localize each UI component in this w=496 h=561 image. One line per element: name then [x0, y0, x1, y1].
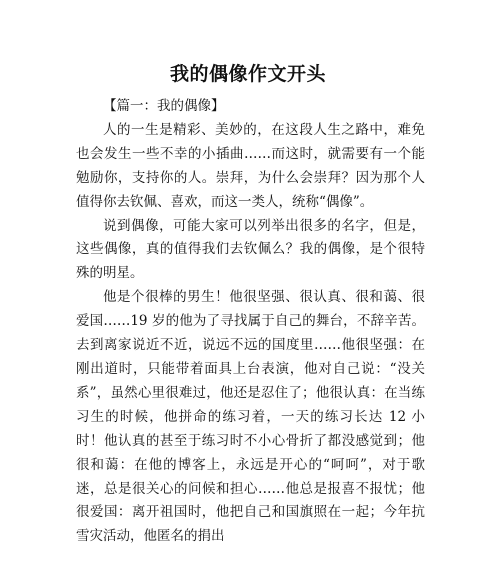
paragraph: 人的一生是精彩、美妙的，在这段人生之路中，难免也会发生一些不幸的小插曲……而这时，就需要有一个能勉励你，支持你的人。崇拜，为什么会崇拜？因为那个人值得你去钦佩、喜欢，而这一类人，统称“偶像”。: [76, 121, 425, 210]
paragraph: 说到偶像，可能大家可以列举出很多的名字，但是，这些偶像，真的值得我们去钦佩么？我的偶像，是个很特殊的明星。: [76, 217, 425, 282]
document-body: [76, 95, 425, 549]
document-title: 我的偶像作文开头: [169, 63, 326, 85]
paragraph: 他是个很棒的男生！他很坚强、很认真、很和蔼、很爱国……19 岁的他为了寻找属于自己的舞台，不辞辛苦。去到离家说近不近，说远不远的国度里……他很坚强：在刚出道时，只能带着面具上台表演，他对自己说：“没关系”，虽然心里很难过，他还是忍住了；他很认真：在当练习生的时候，他拼命的练习着，一天的练习长达 12 小时！他认真的甚至于练习时不小心骨折了都没感觉到；他很和蔼：在他的博客上，永远是开心的“呵呵”，对于歌迷，总是很关心的问候和担心……他总是报喜不报忧；他很爱国：离开祖国时，他把自己和国旗照在一起；今年抗雪灾活动，他匿名的捐出: [76, 289, 425, 545]
section-heading: 【篇一：我的偶像】: [103, 98, 225, 114]
